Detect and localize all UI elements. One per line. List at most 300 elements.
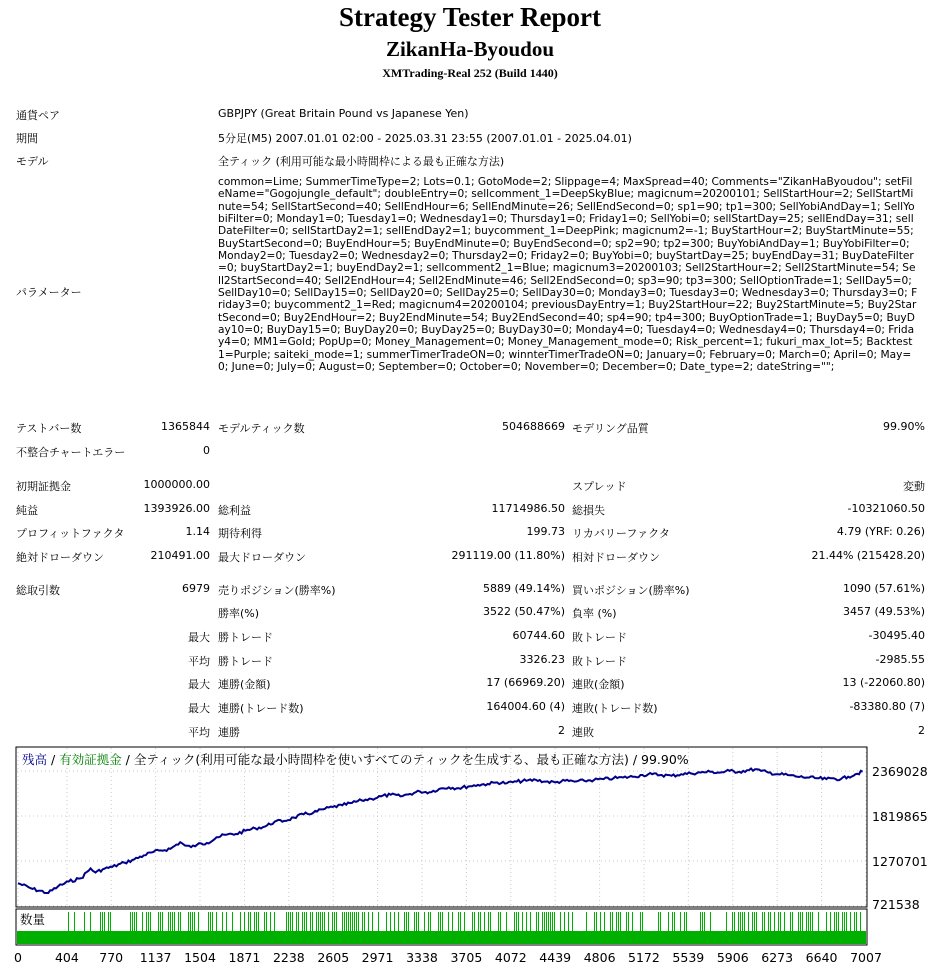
pf-value: 1.14 — [185, 525, 210, 538]
period-label: 期間 — [16, 132, 38, 145]
volume-bar — [310, 912, 311, 931]
volume-bar — [178, 912, 179, 931]
volume-bar — [406, 912, 407, 931]
volume-bar — [764, 912, 765, 931]
volume-bar — [316, 912, 317, 931]
volume-bar — [516, 912, 517, 931]
avg-cons-win-value: 2 — [558, 724, 565, 737]
volume-bar — [304, 912, 305, 931]
volume-bar — [472, 912, 473, 931]
gross-profit-label: 総利益 — [218, 504, 251, 517]
volume-bar — [452, 912, 453, 931]
x-tick-label: 3338 — [406, 950, 438, 965]
volume-bar — [826, 912, 827, 931]
volume-bar — [368, 912, 369, 931]
volume-bar — [632, 912, 633, 931]
volume-bar — [642, 912, 643, 931]
max-cons-profit-value: 164004.60 (4) — [486, 700, 565, 713]
volume-bar — [134, 912, 135, 931]
net-label: 純益 — [16, 504, 38, 517]
volume-bar — [544, 912, 545, 931]
volume-bar — [618, 912, 619, 931]
x-tick-label: 2605 — [317, 950, 350, 965]
win-rate-label: 勝率(%) — [218, 607, 260, 620]
volume-bar — [442, 912, 443, 931]
volume-bar — [806, 912, 807, 931]
abs-dd-value: 210491.00 — [150, 549, 210, 562]
y-tick-label: 2369028 — [872, 764, 928, 779]
volume-bar — [264, 912, 265, 931]
volume-bar — [108, 912, 109, 931]
quality-label: モデリング品質 — [572, 422, 649, 435]
gross-profit-value: 11714986.50 — [491, 502, 565, 515]
volume-bar — [256, 912, 257, 931]
largest-loss-label: 敗トレード — [572, 631, 627, 644]
largest-prefix: 最大 — [188, 631, 210, 644]
volume-bar — [542, 912, 543, 931]
symbol-label: 通貨ペア — [16, 109, 60, 122]
period-value: 5分足(M5) 2007.01.01 02:00 - 2025.03.31 23:55 (2007.01.01 - 2025.04.01) — [218, 132, 632, 145]
long-value: 1090 (57.61%) — [842, 582, 925, 595]
volume-bar — [222, 912, 223, 931]
volume-bar — [498, 912, 499, 931]
server-info: XMTrading-Real 252 (Build 1440) — [382, 66, 558, 80]
volume-bar — [744, 912, 745, 931]
volume-bar — [660, 912, 661, 931]
volume-bar — [170, 912, 171, 931]
params-label: パラメーター — [16, 286, 82, 299]
volume-bar — [356, 912, 357, 931]
volume-bar — [342, 912, 343, 931]
avg-loss-label: 敗トレード — [572, 655, 627, 668]
avg-win-value: 3326.23 — [519, 653, 565, 666]
ticks-label: モデルティック数 — [218, 422, 305, 435]
report-title: Strategy Tester Report — [339, 2, 601, 32]
volume-bar — [306, 912, 307, 931]
volume-bar — [248, 912, 249, 931]
volume-bar — [586, 912, 587, 931]
volume-bar — [754, 912, 755, 931]
long-label: 買いポジション(勝率%) — [572, 584, 690, 597]
volume-bar — [658, 912, 659, 931]
volume-bar — [812, 912, 813, 931]
x-tick-label: 2971 — [361, 950, 394, 965]
volume-bar — [130, 912, 131, 931]
legend-separator: / — [47, 752, 60, 767]
params-value: common=Lime; SummerTimeType=2; Lots=0.1; GotoMode=2; Slippage=4; MaxSpread=40; Comments="ZikanHaByoudou"; setFileName="Gogojungle_default"; doubleEntry=0; sellcomment_1=DeepSkyBlue; magicnum=20200101; SellStartHour=2; SellStartMinute=54; SellStartSecond=40; SellEndHour=6; SellEndMinute=26; SellEndSecond=0; sp1=90; tp1=300; SellYobiAndDay=1; SellYobiFilter=0; Monday1=0; Tuesday1=0; Wednesday1=0; Thursday1=0; Friday1=0; SellYobi=0; sellStartDay=25; sellEndDay=31; sellDateFilter=0; sellStartDay2=1; sellEndDay2=1; buycomment_1=DeepPink; magicnum2=-1; BuyStartHour=2; BuyStartMinute=55; BuyStartSecond=0; BuyEndHour=5; BuyEndMinute=0; BuyEndSecond=0; sp2=90; tp2=300; BuyYobiAndDay=1; BuyYobiFilter=0; Monday2=0; Tuesday2=0; Wednesday2=0; Thursday2=0; Friday2=0; BuyYobi=0; buyStartDay=25; buyEndDay=31; BuyDateFilter=0; buyStartDay2=1; buyEndDay2=1; sellcomment2_1=Blue; magicnum3=20200103; Sell2StartHour=2; Sell2StartMinute=54; Sell2StartSecond=40; Sell2EndHour=4; Sell2EndMinute=46; Sell2EndSecond=0; sp3=90; tp3=300; SellOptionTrade=1; SellDay5=0; SellDay10=0; SellDay15=0; SellDay20=0; SellDay25=0; SellDay30=0; Monday3=0; Tuesday3=0; Wednesday3=0; Thursday3=0; Friday3=0; buycomment2_1=Red; magicnum4=20200104; previousDayEntry=1; Buy2StartHour=22; Buy2StartMinute=5; Buy2StartSecond=0; Buy2EndHour=2; Buy2EndMinute=54; Buy2EndSecond=40; sp4=90; tp4=300; BuyOptionTrade=1; BuyDay5=0; BuyDay10=0; BuyDay15=0; BuyDay20=0; BuyDay25=0; BuyDay30=0; Monday4=0; Tuesday4=0; Wednesday4=0; Thursday4=0; Friday4=0; MM1=Gold; PopUp=0; Money_Management=0; Money_Management_mode=0; Risk_percent=1; fukuri_max_lot=5; Backtest1=Purple; saiteki_mode=1; summerTimerTradeON=0; winnterTimerTradeON=0; January=0; February=0; March=0; April=0; May=0; June=0; July=0; August=0; September=0; October=0; November=0; December=0; Date_type=2; dateString=""; — [218, 176, 918, 374]
bars-label: テストバー数 — [16, 422, 82, 435]
volume-base — [17, 931, 866, 944]
volume-bar — [704, 912, 705, 931]
legend — [22, 752, 689, 767]
volume-bar — [702, 912, 703, 931]
volume-bar — [336, 912, 337, 931]
volume-bar — [762, 912, 763, 931]
volume-bar — [752, 912, 753, 931]
volume-bar — [194, 912, 195, 931]
volume-bar — [328, 912, 329, 931]
x-axis-ticks — [14, 950, 882, 965]
volume-bar — [372, 912, 373, 931]
volume-bar — [710, 912, 711, 931]
volume-bar — [514, 912, 515, 931]
volume-bar — [232, 912, 233, 931]
volume-bar — [600, 912, 601, 931]
x-tick-label: 404 — [54, 950, 79, 965]
volume-bar — [68, 912, 69, 931]
volume-bar — [844, 912, 845, 931]
x-tick-label: 4072 — [494, 950, 527, 965]
max-cons-loss-label: 連敗(金額) — [572, 678, 625, 691]
volume-bar — [842, 912, 843, 931]
volume-bar — [102, 912, 103, 931]
volume-bar — [464, 912, 465, 931]
loss-rate-value: 3457 (49.53%) — [842, 605, 925, 618]
x-tick-label: 5539 — [672, 950, 705, 965]
volume-bar — [564, 912, 565, 931]
win-rate-value: 3522 (50.47%) — [482, 605, 565, 618]
volume-bar — [830, 912, 831, 931]
y-tick-label: 1819865 — [872, 809, 928, 824]
volume-bar — [548, 912, 549, 931]
volume-bar — [640, 912, 641, 931]
bars-value: 1365844 — [161, 420, 210, 433]
volume-bar — [448, 912, 449, 931]
volume-bar — [290, 912, 291, 931]
volume-bar — [408, 912, 409, 931]
volume-bar — [850, 912, 851, 931]
volume-bar — [626, 912, 627, 931]
volume-bar — [474, 912, 475, 931]
max-cons-lossamt-label: 連敗(トレード数) — [572, 702, 658, 715]
volume-bar — [546, 912, 547, 931]
max-cons-count-prefix: 最大 — [188, 702, 210, 715]
legend-balance: 残高 — [22, 752, 48, 767]
legend-description: / 全ティック(利用可能な最小時間枠を使いすべてのティックを生成する、最も正確な方法) / 99.90% — [121, 752, 689, 767]
model-label: モデル — [16, 155, 49, 168]
volume-bar — [258, 912, 259, 931]
max-cons-win-label: 連勝(金額) — [218, 678, 271, 691]
volume-bar — [390, 912, 391, 931]
deposit-label: 初期証拠金 — [16, 480, 71, 493]
volume-bar — [700, 912, 701, 931]
x-tick-label: 770 — [99, 950, 124, 965]
volume-bar — [172, 912, 173, 931]
volume-bar — [768, 912, 769, 931]
spread-label: スプレッド — [572, 480, 627, 493]
volume-bar — [480, 912, 481, 931]
volume-bar — [684, 912, 685, 931]
volume-bar — [810, 912, 811, 931]
net-value: 1393926.00 — [143, 502, 210, 515]
volume-bar — [778, 912, 779, 931]
x-tick-label: 1871 — [228, 950, 261, 965]
volume-bar — [808, 912, 809, 931]
volume-bar — [522, 912, 523, 931]
recovery-value: 4.79 (YRF: 0.26) — [836, 525, 925, 538]
volume-bar — [424, 912, 425, 931]
volume-bar — [146, 912, 147, 931]
volume-bar — [800, 912, 801, 931]
volume-bar — [536, 912, 537, 931]
volume-bar — [780, 912, 781, 931]
volume-bar — [518, 912, 519, 931]
volume-bar — [240, 912, 241, 931]
volume-bar — [322, 912, 323, 931]
volume-bar — [680, 912, 681, 931]
volume-bar — [818, 912, 819, 931]
volume-bar — [168, 912, 169, 931]
volume-bar — [506, 912, 507, 931]
x-tick-label: 5906 — [716, 950, 749, 965]
volume-bar — [430, 912, 431, 931]
volume-bar — [288, 912, 289, 931]
gross-loss-value: -10321060.50 — [847, 502, 925, 515]
x-tick-label: 1137 — [139, 950, 172, 965]
volume-bar — [398, 912, 399, 931]
x-tick-label: 6273 — [761, 950, 794, 965]
volume-bar — [594, 912, 595, 931]
model-value: 全ティック (利用可能な最小時間枠による最も正確な方法) — [218, 155, 505, 168]
volume-bar — [100, 912, 101, 931]
volume-bar — [846, 912, 847, 931]
volume-bar — [324, 912, 325, 931]
volume-bar — [334, 912, 335, 931]
volume-bar — [668, 912, 669, 931]
y-tick-label: 721538 — [872, 897, 920, 912]
volume-label: 数量 — [20, 912, 46, 927]
volume-bar — [834, 912, 835, 931]
max-dd-label: 最大ドローダウン — [218, 551, 306, 564]
x-tick-label: 2238 — [272, 950, 305, 965]
volume-bar — [148, 912, 149, 931]
volume-bar — [348, 912, 349, 931]
volume-bar — [784, 912, 785, 931]
quality-value: 99.90% — [883, 420, 925, 433]
volume-bar — [610, 912, 611, 931]
volume-bar — [734, 912, 735, 931]
volume-bar — [270, 912, 271, 931]
volume-bar — [386, 912, 387, 931]
volume-bar — [732, 912, 733, 931]
volume-bar — [104, 912, 105, 931]
volume-bar — [856, 912, 857, 931]
x-tick-label: 7007 — [850, 950, 882, 965]
volume-bar — [250, 912, 251, 931]
volume-bar — [552, 912, 553, 931]
volume-bar — [84, 912, 85, 931]
volume-bar — [292, 912, 293, 931]
volume-bar — [530, 912, 531, 931]
volume-bar — [404, 912, 405, 931]
volume-bar — [302, 912, 303, 931]
volume-bar — [160, 912, 161, 931]
recovery-label: リカバリーファクタ — [572, 527, 670, 540]
rel-dd-label: 相対ドローダウン — [572, 551, 660, 564]
volume-bar — [350, 912, 351, 931]
volume-bar — [790, 912, 791, 931]
rel-dd-value: 21.44% (215428.20) — [811, 549, 925, 562]
volume-bar — [740, 912, 741, 931]
volume-bar — [286, 912, 287, 931]
volume-bar — [358, 912, 359, 931]
largest-loss-value: -30495.40 — [868, 629, 925, 642]
volume-bar — [774, 912, 775, 931]
spread-value: 変動 — [903, 480, 925, 493]
volume-bar — [142, 912, 143, 931]
volume-bar — [596, 912, 597, 931]
volume-bar — [188, 912, 189, 931]
expert-name: ZikanHa-Byoudou — [385, 37, 555, 61]
volume-bar — [440, 912, 441, 931]
volume-bar — [318, 912, 319, 931]
volume-bar — [208, 912, 209, 931]
avg-cons-win-label: 連勝 — [218, 726, 240, 739]
volume-bar — [628, 912, 629, 931]
volume-bar — [320, 912, 321, 931]
volume-bar — [836, 912, 837, 931]
volume-bar — [478, 912, 479, 931]
volume-bar — [500, 912, 501, 931]
x-tick-label: 4806 — [583, 950, 616, 965]
volume-bar — [150, 912, 151, 931]
volume-bar — [560, 912, 561, 931]
volume-bar — [90, 912, 91, 931]
volume-bar — [738, 912, 739, 931]
y-tick-label: 1270701 — [872, 854, 928, 869]
volume-bar — [244, 912, 245, 931]
volume-bar — [254, 912, 255, 931]
volume-bar — [394, 912, 395, 931]
volume-bar — [620, 912, 621, 931]
volume-bar — [346, 912, 347, 931]
max-cons-prefix: 最大 — [188, 678, 210, 691]
volume-bar — [174, 912, 175, 931]
max-cons-win-value: 17 (66969.20) — [486, 676, 565, 689]
x-tick-label: 3705 — [450, 950, 483, 965]
largest-win-label: 勝トレード — [218, 631, 273, 644]
volume-bar — [352, 912, 353, 931]
volume-bar — [802, 912, 803, 931]
pf-label: プロフィットファクタ — [16, 527, 125, 540]
volume-bar — [416, 912, 417, 931]
max-dd-value: 291119.00 (11.80%) — [451, 549, 565, 562]
volume-bar — [212, 912, 213, 931]
mismatch-label: 不整合チャートエラー — [16, 446, 126, 459]
volume-bar — [226, 912, 227, 931]
volume-bar — [756, 912, 757, 931]
max-cons-lossamt-value: -83380.80 (7) — [849, 700, 925, 713]
avg-cons-loss-label: 連敗 — [572, 726, 594, 739]
balance-chart — [0, 744, 940, 966]
legend-equity: 有効証拠金 — [59, 752, 122, 767]
volume-bar — [792, 912, 793, 931]
max-cons-loss-value: 13 (-22060.80) — [842, 676, 925, 689]
total-trades-value: 6979 — [182, 582, 210, 595]
x-tick-label: 1504 — [184, 950, 216, 965]
volume-bar — [674, 912, 675, 931]
volume-bar — [526, 912, 527, 931]
volume-bar — [298, 912, 299, 931]
volume-bar — [162, 912, 163, 931]
volume-bar — [672, 912, 673, 931]
volume-bar — [274, 912, 275, 931]
volume-bar — [538, 912, 539, 931]
ticks-value: 504688669 — [502, 420, 565, 433]
volume-bar — [414, 912, 415, 931]
volume-bar — [216, 912, 217, 931]
volume-bar — [854, 912, 855, 931]
volume-bar — [296, 912, 297, 931]
short-value: 5889 (49.14%) — [482, 582, 565, 595]
x-tick-label: 4439 — [539, 950, 572, 965]
volume-bar — [612, 912, 613, 931]
deposit-value: 1000000.00 — [143, 478, 210, 491]
symbol-value: GBPJPY (Great Britain Pound vs Japanese Yen) — [218, 107, 469, 120]
volume-bar — [136, 912, 137, 931]
volume-bar — [550, 912, 551, 931]
volume-bar — [572, 912, 573, 931]
x-tick-label: 5172 — [628, 950, 660, 965]
volume-bar — [158, 912, 159, 931]
volume-bar — [312, 912, 313, 931]
volume-bar — [362, 912, 363, 931]
volume-bar — [266, 912, 267, 931]
volume-bar — [726, 912, 727, 931]
volume-bar — [568, 912, 569, 931]
volume-bar — [332, 912, 333, 931]
volume-bar — [180, 912, 181, 931]
volume-bar — [418, 912, 419, 931]
avg-loss-value: -2985.55 — [875, 653, 925, 666]
volume-bar — [110, 912, 111, 931]
volume-bar — [428, 912, 429, 931]
gross-loss-label: 総損失 — [572, 504, 605, 517]
volume-bar — [748, 912, 749, 931]
volume-bar — [460, 912, 461, 931]
total-trades-label: 総取引数 — [16, 584, 60, 597]
volume-bar — [798, 912, 799, 931]
volume-bar — [364, 912, 365, 931]
volume-bar — [354, 912, 355, 931]
x-tick-label: 0 — [14, 950, 22, 965]
volume-bar — [686, 912, 687, 931]
volume-bar — [74, 912, 75, 931]
volume-bar — [742, 912, 743, 931]
volume-bar — [198, 912, 199, 931]
volume-bar — [838, 912, 839, 931]
volume-bar — [604, 912, 605, 931]
volume-bar — [190, 912, 191, 931]
volume-bar — [458, 912, 459, 931]
abs-dd-label: 絶対ドローダウン — [16, 551, 104, 564]
volume-bar — [860, 912, 861, 931]
volume-bar — [192, 912, 193, 931]
volume-bar — [490, 912, 491, 931]
volume-bar — [554, 912, 555, 931]
volume-bar — [378, 912, 379, 931]
volume-bar — [438, 912, 439, 931]
largest-win-value: 60744.60 — [512, 629, 565, 642]
loss-rate-label: 負率 (%) — [572, 607, 617, 620]
volume-bar — [616, 912, 617, 931]
avg-win-label: 勝トレード — [218, 655, 273, 668]
y-axis-ticks — [872, 764, 928, 912]
volume-bar — [210, 912, 211, 931]
volume-bar — [344, 912, 345, 931]
payoff-value: 199.73 — [526, 525, 565, 538]
volume-bar — [132, 912, 133, 931]
